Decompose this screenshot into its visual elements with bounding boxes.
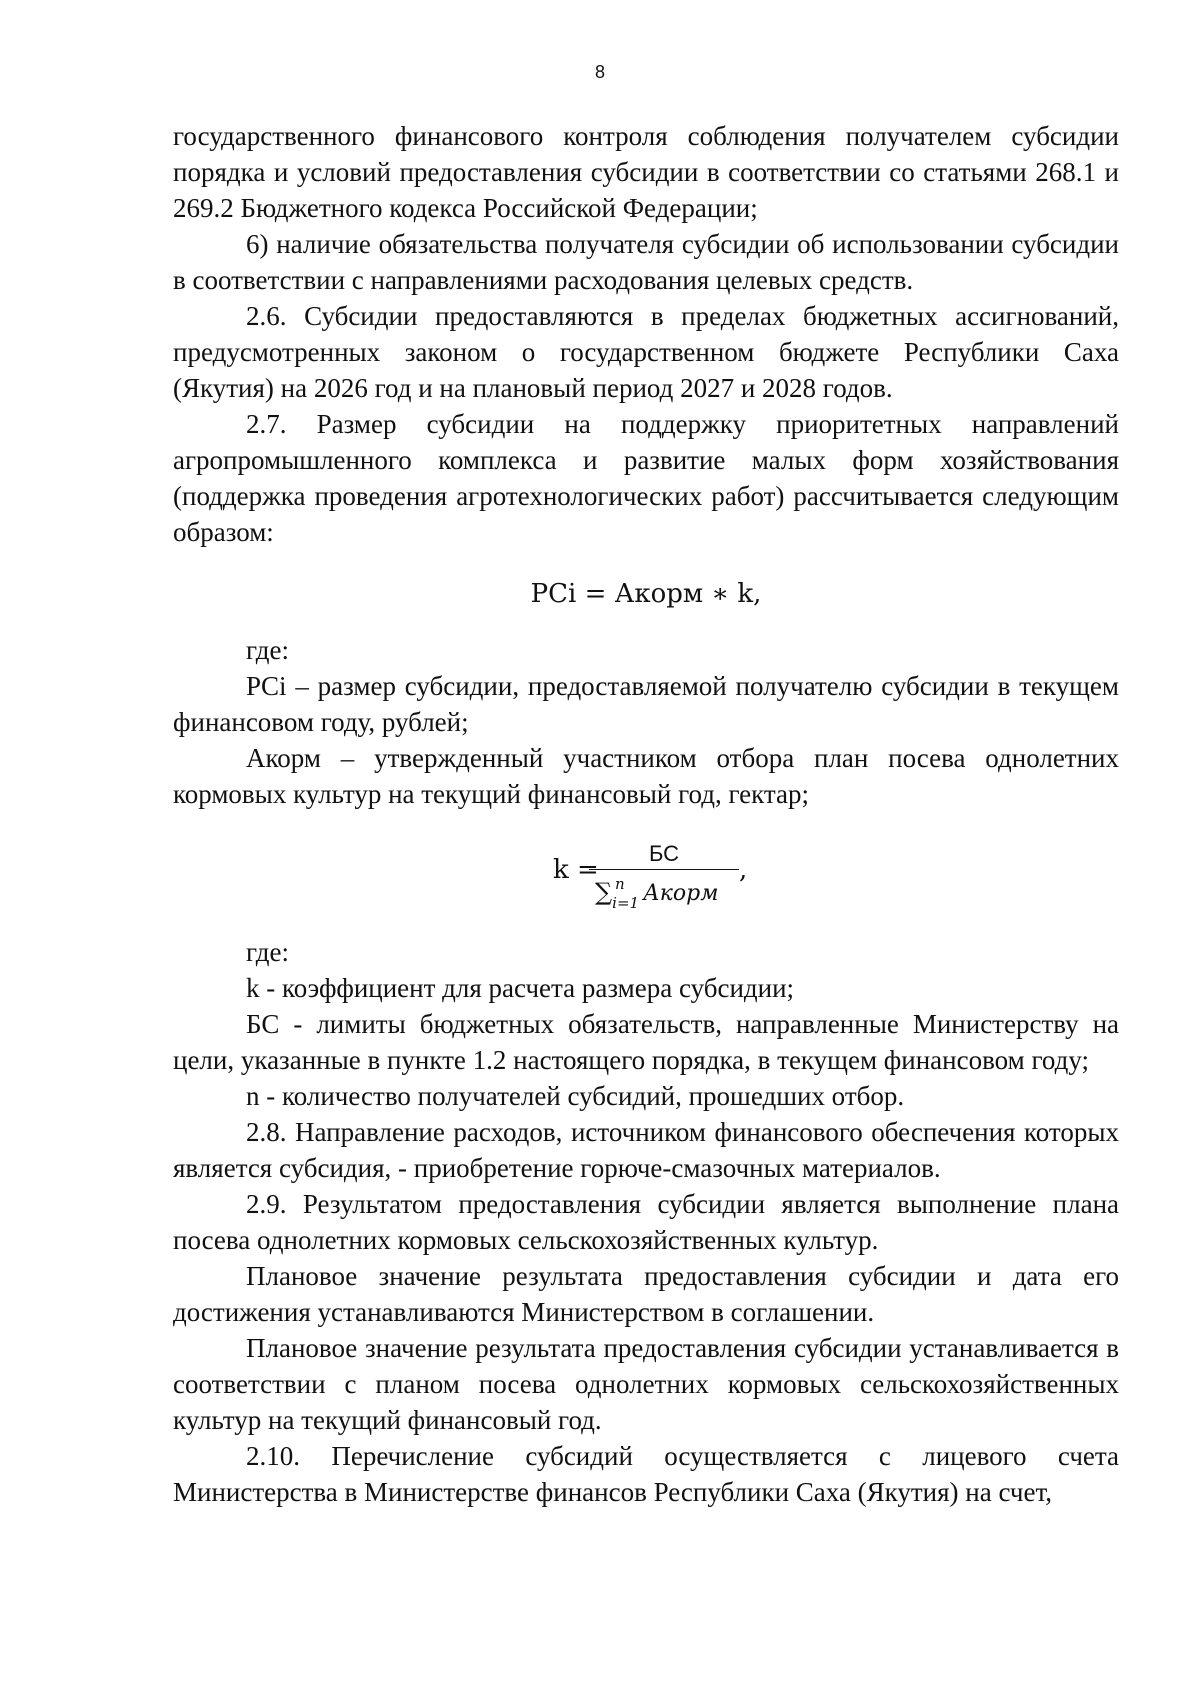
definition-pci: PCi – размер субсидии, предоставляемой получателю субсидии в текущем финансовом году, рублей; <box>173 671 1119 737</box>
sum-variable: Акорм <box>643 881 719 906</box>
definition-k: k - коэффициент для расчета размера субсидии; <box>246 973 795 1003</box>
definition-akorm: Акорм – утвержденный участником отбора план посева однолетних кормовых культур на текущий финансовый год, гектар; <box>173 743 1119 809</box>
document-body <box>173 118 1119 1510</box>
sum-lower-limit: i=1 <box>612 894 640 912</box>
formula-trailing-comma: , <box>739 855 748 885</box>
definition-n: n - количество получателей субсидий, прошедших отбор. <box>246 1081 905 1111</box>
paragraph-planned-value-date: Плановое значение результата предоставления субсидии и дата его достижения устанавливаются Министерством в соглашении. <box>173 1261 1119 1327</box>
formula-lhs: k = <box>553 855 599 885</box>
formula-numerator: БС <box>648 841 680 866</box>
formula-denominator <box>595 874 745 913</box>
sum-symbol: ∑ <box>595 878 613 906</box>
formula-subsidy-size: PCi = Акорм ∗ k, <box>530 579 762 609</box>
paragraph-continuation: государственного финансового контроля соблюдения получателем субсидии порядка и условий предоставления субсидии в соответствии со статьями 268.1 и 269.2 Бюджетного кодекса Российской Федерации; <box>173 121 1119 223</box>
paragraph-2-10: 2.10. Перечисление субсидий осуществляется с лицевого счета Министерства в Министерстве финансов Республики Саха (Якутия) на счет, <box>173 1441 1119 1507</box>
page-number: 8 <box>594 62 605 82</box>
formula-coefficient <box>173 822 1119 926</box>
paragraph-2-7: 2.7. Размер субсидии на поддержку приоритетных направлений агропромышленного комплекса и развитие малых форм хозяйствования (поддержка проведения агротехнологических работ) рассчитывается следующим образом: <box>173 409 1119 547</box>
paragraph-2-8: 2.8. Направление расходов, источником финансового обеспечения которых является субсидия, - приобретение горюче-смазочных материалов. <box>173 1117 1119 1183</box>
definition-bs: БС - лимиты бюджетных обязательств, направленные Министерству на цели, указанные в пункте 1.2 настоящего порядка, в текущем финансовом году; <box>173 1009 1119 1075</box>
sum-upper-limit: n <box>615 875 625 893</box>
paragraph-item-6: 6) наличие обязательства получателя субсидии об использовании субсидии в соответствии с направлениями расходования целевых средств. <box>173 229 1119 295</box>
paragraph-planned-value-plan: Плановое значение результата предоставления субсидии устанавливается в соответствии с планом посева однолетних кормовых сельскохозяйственных культур на текущий финансовый год. <box>173 1333 1119 1435</box>
where-label: где: <box>246 635 289 665</box>
fraction-bar <box>589 869 739 870</box>
paragraph-2-9: 2.9. Результатом предоставления субсидии является выполнение плана посева однолетних кормовых сельскохозяйственных культур. <box>173 1189 1119 1255</box>
paragraph-2-6: 2.6. Субсидии предоставляются в пределах бюджетных ассигнований, предусмотренных законом о государственном бюджете Республики Саха (Якутия) на 2026 год и на плановый период 2027 и 2028 годов. <box>173 301 1119 403</box>
where-label-2: где: <box>246 937 289 967</box>
